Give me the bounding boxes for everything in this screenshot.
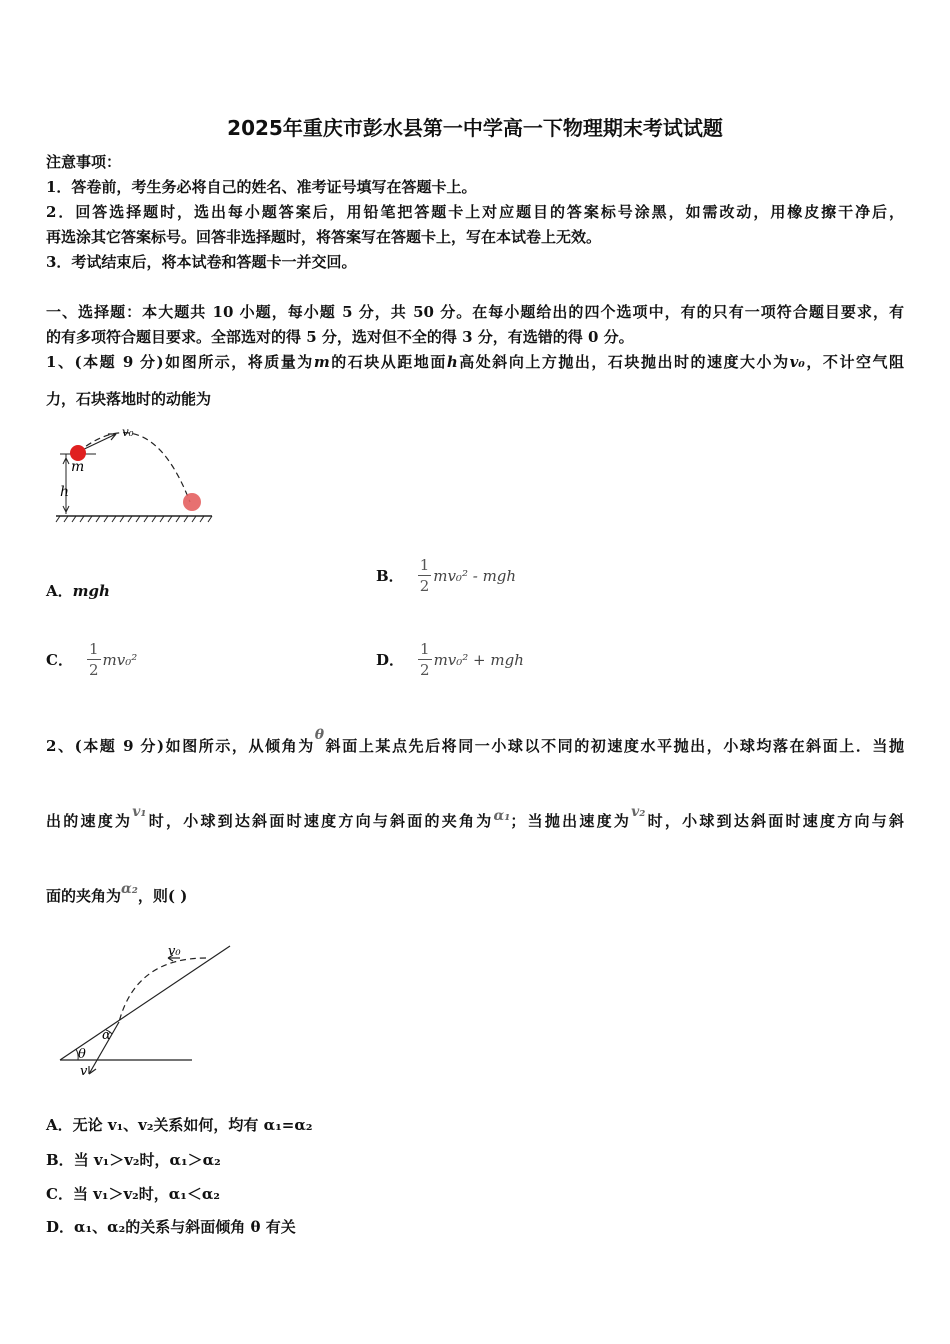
q2-alpha2: α₂ xyxy=(121,881,138,897)
half-denominator: 2 xyxy=(419,577,430,595)
notice-item-2: 2．回答选择题时，选出每小题答案后，用铅笔把答题卡上对应题目的答案标号涂黑，如需改动，用橡皮擦干净后， xyxy=(46,203,904,221)
page-title: 2025年重庆市彭水县第一中学高一下物理期末考试试题 xyxy=(227,116,723,140)
q2-option-d[interactable] xyxy=(46,1217,296,1237)
q1-option-d-half xyxy=(418,639,432,680)
q2-line2-d: 时，小球到达斜面时速度方向与斜 xyxy=(645,812,904,830)
q1-option-c-expr: mv₀² xyxy=(102,650,138,669)
q1-text-d: ，不计空气阻 xyxy=(804,353,904,371)
half-numerator: 1 xyxy=(88,640,99,658)
q2-option-d-text: α₁、α₂的关系与斜面倾角 θ 有关 xyxy=(74,1218,296,1236)
q1-tag: (本题 9 分) xyxy=(74,353,164,371)
section-instructions-line-1: 一、选择题：本大题共 10 小题，每小题 5 分，共 50 分。在每小题给出的四个选项中，有的只有一项符合题目要求，有 xyxy=(46,303,904,321)
q2-option-a-text: 无论 v₁、v₂关系如何，均有 α₁=α₂ xyxy=(72,1116,313,1134)
q2-option-d-label: D． xyxy=(46,1218,75,1236)
fig1-v0-label: v₀ xyxy=(122,425,134,439)
q2-option-c-label: C． xyxy=(46,1185,73,1203)
q1-figure xyxy=(54,424,219,524)
trajectory-dashed xyxy=(78,433,190,502)
q1-option-b-half xyxy=(418,555,432,596)
q1-option-d-label: D． xyxy=(376,650,405,669)
q1-option-d[interactable] xyxy=(376,639,524,680)
q2-option-b-label: B． xyxy=(46,1151,74,1169)
q2-alpha1: α₁ xyxy=(493,808,511,824)
q1-stem-line-2: 力，石块落地时的动能为 xyxy=(46,390,212,408)
q1-option-b[interactable] xyxy=(376,555,516,596)
q1-option-c-half xyxy=(87,639,101,680)
q2-option-c-text: 当 v₁＞v₂时，α₁＜α₂ xyxy=(72,1185,220,1203)
q1-option-b-expr: mv₀² - mgh xyxy=(433,566,517,585)
section-instructions-line-2: 的有多项符合题目要求。全部选对的得 5 分，选对但不全的得 3 分，有选错的得 0 分。 xyxy=(46,328,634,346)
fig2-v0-label: v₀ xyxy=(168,944,181,959)
q2-figure xyxy=(56,938,236,1078)
q2-line3-b: ，则( ) xyxy=(137,887,188,905)
q1-option-a[interactable] xyxy=(46,581,110,601)
half-numerator: 1 xyxy=(419,556,430,574)
q1-option-d-expr: mv₀² + mgh xyxy=(433,650,524,669)
q2-stem-line-2 xyxy=(46,804,904,832)
notice-heading: 注意事项： xyxy=(46,153,122,171)
fig1-m-label: m xyxy=(71,459,85,475)
q1-v0: v₀ xyxy=(789,353,805,371)
q1-text-b: 的石块从距地面 xyxy=(329,353,447,371)
q2-line2-c: ；当抛出速度为 xyxy=(510,812,632,830)
q2-tag: (本题 9 分) xyxy=(74,737,165,755)
fig2-alpha-label: α xyxy=(102,1028,111,1043)
q2-v2: v₂ xyxy=(631,804,646,820)
q1-option-c[interactable] xyxy=(46,639,137,680)
q1-m: m xyxy=(313,353,330,371)
q2-option-a-label: A． xyxy=(46,1116,73,1134)
q2-v1: v₁ xyxy=(132,804,147,820)
q2-option-b-text: 当 v₁＞v₂时，α₁＞α₂ xyxy=(73,1151,221,1169)
q1-number: 1、 xyxy=(46,353,75,371)
half-denominator: 2 xyxy=(88,661,99,679)
fig2-theta-label: θ xyxy=(78,1047,86,1062)
q1-option-a-text: mgh xyxy=(72,582,110,600)
q2-text-b: 斜面上某点先后将同一小球以不同的初速度水平抛出，小球均落在斜面上．当抛 xyxy=(324,737,904,755)
q1-option-b-label: B． xyxy=(376,566,404,585)
ground-hatch xyxy=(56,516,212,522)
stone-end xyxy=(183,493,201,511)
notice-item-1: 1．答卷前，考生务必将自己的姓名、准考证号填写在答题卡上。 xyxy=(46,178,477,196)
q1-h: h xyxy=(446,353,458,371)
q1-stem-line-1 xyxy=(46,352,904,372)
q2-option-b[interactable] xyxy=(46,1150,221,1170)
q2-line2-a: 出的速度为 xyxy=(46,812,133,830)
q2-option-c[interactable] xyxy=(46,1184,220,1204)
q2-option-a[interactable] xyxy=(46,1115,312,1135)
q1-text-c: 高处斜向上方抛出，石块抛出时的速度大小为 xyxy=(457,353,790,371)
notice-item-2-cont: 再选涂其它答案标号。回答非选择题时，将答案写在答题卡上，写在本试卷上无效。 xyxy=(46,228,602,246)
fig1-h-label: h xyxy=(60,484,70,500)
fig2-v-label: v xyxy=(80,1064,88,1078)
q2-theta: θ xyxy=(314,727,325,743)
q2-line2-b: 时，小球到达斜面时速度方向与斜面的夹角为 xyxy=(146,812,494,830)
incline-line xyxy=(60,946,230,1060)
half-denominator: 2 xyxy=(420,661,430,679)
q1-option-c-label: C． xyxy=(46,650,73,669)
q2-stem-line-1 xyxy=(46,727,904,757)
q2-stem-line-3 xyxy=(46,881,188,907)
q2-line3-a: 面的夹角为 xyxy=(46,887,122,905)
q2-text-a: 如图所示，从倾角为 xyxy=(164,737,315,755)
q2-number: 2、 xyxy=(46,737,75,755)
q1-text-a: 如图所示，将质量为 xyxy=(163,353,314,371)
notice-item-3: 3．考试结束后，将本试卷和答题卡一并交回。 xyxy=(46,253,357,271)
half-numerator: 1 xyxy=(420,640,430,658)
q1-option-a-label: A． xyxy=(46,582,73,600)
